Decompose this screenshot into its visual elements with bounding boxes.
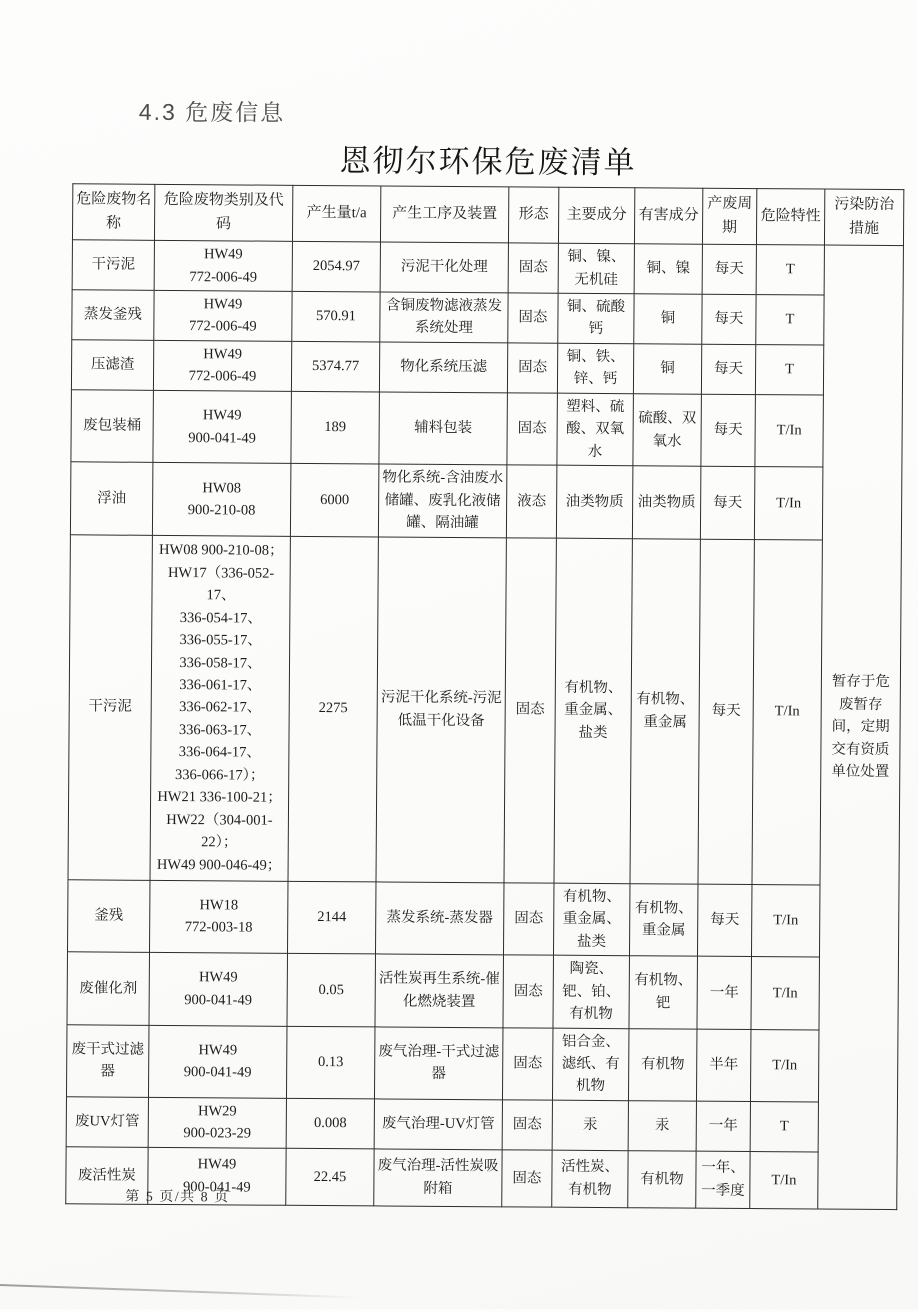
cell-form: 固态 (507, 393, 558, 466)
table-title: 恩彻尔环保危废清单 (339, 143, 637, 181)
cell-form: 固态 (507, 343, 557, 393)
header-waste-name: 危险废物名称 (72, 184, 154, 241)
cell-harmful: 铜 (633, 344, 701, 394)
cell-amount: 2275 (288, 536, 378, 882)
cell-code: HW49 900-041-49 (153, 390, 292, 463)
cell-cycle: 每天 (702, 294, 756, 344)
cell-cycle: 每天 (702, 244, 756, 294)
cell-process: 废气治理-活性炭吸附箱 (374, 1149, 502, 1207)
cell-main: 铜、镍、无机硅 (558, 243, 634, 294)
table-header-row (72, 184, 903, 246)
cell-form: 固态 (508, 243, 558, 293)
cell-cycle: 每天 (698, 539, 754, 884)
cell-amount: 22.45 (286, 1148, 374, 1206)
cell-main: 塑料、硫酸、双氧水 (557, 393, 634, 466)
cell-process: 废气治理-UV灯管 (374, 1099, 502, 1150)
cell-cycle: 半年 (696, 1029, 751, 1102)
header-form: 形态 (508, 187, 558, 243)
cell-process: 物化系统压滤 (379, 342, 507, 393)
cell-code: HW49 772-006-49 (154, 240, 292, 291)
header-measures: 污染防治措施 (824, 189, 903, 246)
cell-code: HW49 900-041-49 (148, 1147, 286, 1205)
page-number: 第 5 页/共 8 页 (125, 1189, 230, 1206)
cell-main: 活性炭、有机物 (552, 1150, 628, 1208)
cell-cycle: 每天 (701, 394, 756, 467)
table-row (71, 390, 902, 468)
cell-hazard: T (756, 295, 824, 345)
cell-harmful: 油类物质 (632, 466, 701, 539)
cell-hazard: T/In (750, 1029, 819, 1102)
cell-amount: 0.05 (287, 953, 376, 1026)
cell-process: 物化系统-含油废水储罐、废乳化液储罐、隔油罐 (378, 464, 507, 537)
cell-name: 废包装桶 (71, 390, 154, 463)
cell-main: 有机物、重金属、盐类 (554, 538, 632, 884)
header-harmful-components: 有害成分 (634, 188, 702, 244)
cell-cycle: 一年 (697, 956, 752, 1029)
cell-harmful: 有机物、重金属 (630, 538, 700, 883)
cell-code: HW49 772-006-49 (153, 340, 291, 391)
hazwaste-table (65, 183, 904, 1210)
cell-form: 固态 (503, 883, 554, 956)
cell-process: 污泥干化处理 (380, 242, 508, 293)
header-hazard: 危险特性 (756, 189, 824, 245)
cell-name: 干污泥 (68, 534, 152, 880)
cell-cycle: 一年、一季度 (696, 1151, 750, 1208)
cell-hazard: T/In (754, 467, 823, 540)
cell-name: 废UV灯管 (66, 1097, 148, 1148)
cell-amount: 2144 (287, 881, 376, 954)
cell-cycle: 每天 (701, 344, 755, 394)
cell-hazard: T/In (750, 1151, 818, 1208)
table-row (71, 340, 902, 396)
cell-measures: 暂存于危废暂存间，定期交有资质单位处置 (818, 245, 904, 1209)
cell-amount: 0.13 (286, 1026, 375, 1099)
header-main-components: 主要成分 (558, 187, 634, 244)
cell-form: 固态 (502, 1100, 552, 1150)
cell-harmful: 铜 (634, 294, 702, 344)
cell-process: 蒸发系统-蒸发器 (375, 882, 504, 955)
cell-main: 油类物质 (556, 465, 633, 538)
cell-process: 含铜废物滤液蒸发系统处理 (380, 292, 508, 343)
cell-harmful: 汞 (628, 1101, 696, 1151)
cell-name: 浮油 (70, 462, 153, 535)
cell-code: HW49 900-041-49 (148, 1025, 287, 1098)
cell-process: 污泥干化系统-污泥低温干化设备 (376, 537, 506, 883)
cell-code: HW08 900-210-08； HW17（336-052-17、 336-054-17、 336-055-17、 336-058-17、 336-061-17、 336-062-17、 336-063-17、 336-064-17、 336-066-17）； HW21 336-100-21； HW22（304-001-22）； HW49 900-046-49； (150, 535, 290, 881)
cell-hazard: T (755, 345, 823, 395)
cell-harmful: 有机物 (628, 1151, 696, 1208)
cell-harmful: 有机物、钯 (629, 956, 698, 1029)
table-row (68, 879, 899, 957)
cell-code: HW29 900-023-29 (148, 1097, 286, 1148)
cell-hazard: T/In (751, 957, 820, 1030)
cell-hazard: T/In (755, 394, 824, 467)
cell-main: 有机物、重金属、盐类 (553, 883, 630, 956)
cell-name: 干污泥 (72, 240, 154, 291)
cell-form: 固态 (502, 1150, 552, 1207)
table-row (72, 240, 903, 296)
table-row (72, 290, 903, 346)
cell-code: HW18 772-003-18 (149, 880, 288, 953)
cell-code: HW08 900-210-08 (152, 463, 291, 536)
cell-form: 液态 (506, 465, 557, 538)
cell-form: 固态 (503, 955, 554, 1028)
cell-amount: 189 (291, 391, 380, 464)
cell-name: 釜残 (68, 879, 151, 952)
cell-amount: 570.91 (292, 291, 380, 342)
cell-main: 铝合金、滤纸、有机物 (552, 1028, 629, 1101)
table-row (67, 952, 898, 1030)
table-row (66, 1024, 897, 1102)
cell-amount: 5374.77 (291, 341, 379, 392)
table-row (70, 462, 901, 540)
cell-hazard: T (756, 245, 824, 295)
cell-main: 铜、硫酸钙 (558, 293, 634, 343)
table-row (66, 1097, 897, 1153)
section-heading: 4.3 危废信息 (138, 98, 286, 126)
cell-code: HW49 900-041-49 (149, 952, 288, 1025)
cell-name: 废活性炭 (66, 1147, 148, 1205)
cell-form: 固态 (508, 293, 558, 343)
header-process: 产生工序及装置 (380, 186, 508, 243)
cell-main: 汞 (552, 1100, 628, 1150)
header-amount: 产生量t/a (292, 185, 380, 242)
cell-harmful: 有机物、重金属 (629, 883, 698, 956)
cell-cycle: 每天 (697, 884, 752, 957)
cell-amount: 6000 (290, 464, 379, 537)
cell-process: 活性炭再生系统-催化燃烧装置 (375, 954, 504, 1027)
cell-form: 固态 (504, 538, 556, 883)
cell-main: 陶瓷、钯、铂、有机物 (553, 955, 630, 1028)
cell-amount: 2054.97 (292, 241, 380, 292)
cell-main: 铜、铁、锌、钙 (557, 343, 633, 393)
cell-cycle: 每天 (700, 466, 755, 539)
cell-hazard: T/In (752, 539, 822, 884)
cell-name: 蒸发釜残 (72, 290, 154, 341)
header-cycle: 产废周期 (702, 188, 756, 244)
cell-name: 废干式过滤器 (66, 1024, 149, 1097)
cell-name: 压滤渣 (71, 340, 153, 391)
cell-process: 废气治理-干式过滤器 (374, 1026, 503, 1099)
cell-hazard: T (750, 1101, 818, 1151)
table-row (68, 534, 901, 885)
cell-harmful: 硫酸、双氧水 (633, 394, 702, 467)
cell-hazard: T/In (751, 884, 820, 957)
cell-amount: 0.008 (286, 1098, 374, 1149)
cell-cycle: 一年 (696, 1101, 750, 1151)
cell-name: 废催化剂 (67, 952, 150, 1025)
cell-code: HW49 772-006-49 (154, 290, 292, 341)
cell-process: 辅料包装 (379, 392, 508, 465)
header-category-code: 危险废物类别及代码 (154, 184, 292, 241)
cell-harmful: 有机物 (628, 1028, 697, 1101)
cell-harmful: 铜、镍 (634, 244, 702, 294)
cell-form: 固态 (502, 1027, 553, 1100)
